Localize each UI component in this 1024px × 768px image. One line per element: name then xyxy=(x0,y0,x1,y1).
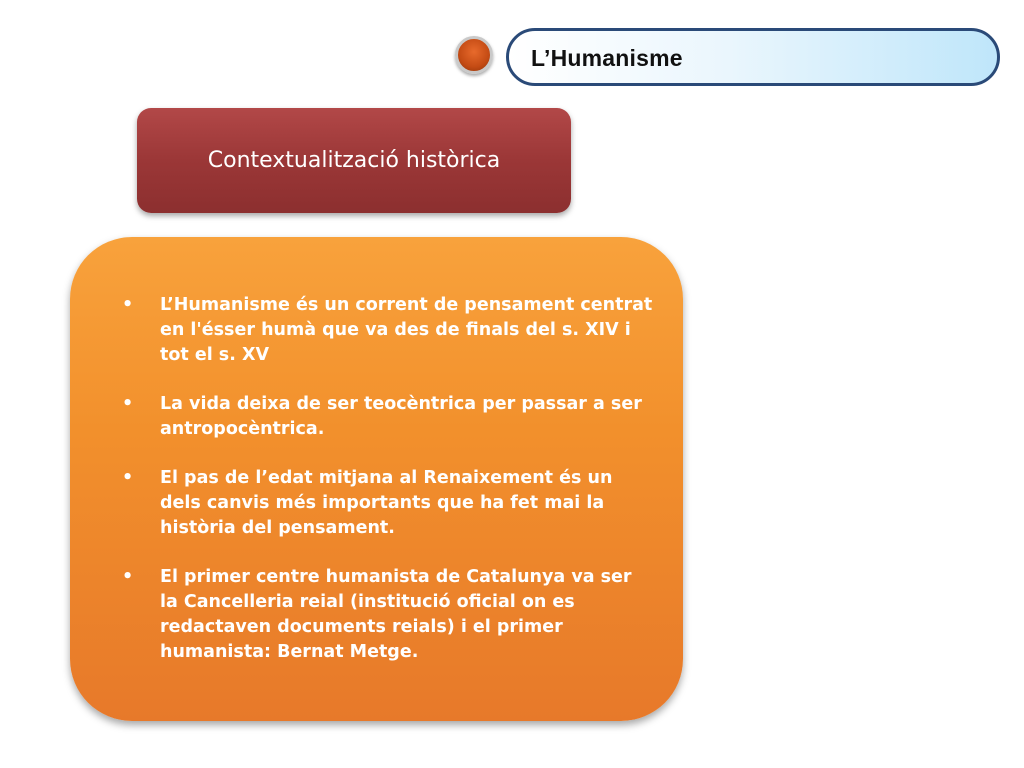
bullet-icon: • xyxy=(122,394,134,414)
orange-circle-icon xyxy=(455,36,493,74)
bullet-item xyxy=(114,293,654,368)
bullet-text: L’Humanisme és un corrent de pensament centrat en l'ésser humà que va des de finals del s. XIV i tot el s. XV xyxy=(160,295,653,365)
section-title: Contextualització històrica xyxy=(207,148,501,173)
bullet-item xyxy=(114,565,654,665)
page-title: L’Humanisme xyxy=(531,45,683,71)
bullet-item xyxy=(114,466,654,541)
title-banner xyxy=(506,28,1000,86)
content-panel xyxy=(70,237,683,721)
bullet-icon: • xyxy=(122,295,134,315)
bullet-icon: • xyxy=(122,567,134,587)
bullet-text: El pas de l’edat mitjana al Renaixement és un dels canvis més importants que ha fet mai la història del pensament. xyxy=(160,468,613,538)
bullet-list xyxy=(114,293,654,689)
bullet-item xyxy=(114,392,654,442)
bullet-text: El primer centre humanista de Catalunya va ser la Cancelleria reial (institució oficial on es redactaven documents reials) i el primer humanista: Bernat Metge. xyxy=(160,567,632,662)
bullet-text: La vida deixa de ser teocèntrica per passar a ser antropocèntrica. xyxy=(160,394,642,439)
section-heading-box xyxy=(137,108,571,213)
bullet-icon: • xyxy=(122,468,134,488)
